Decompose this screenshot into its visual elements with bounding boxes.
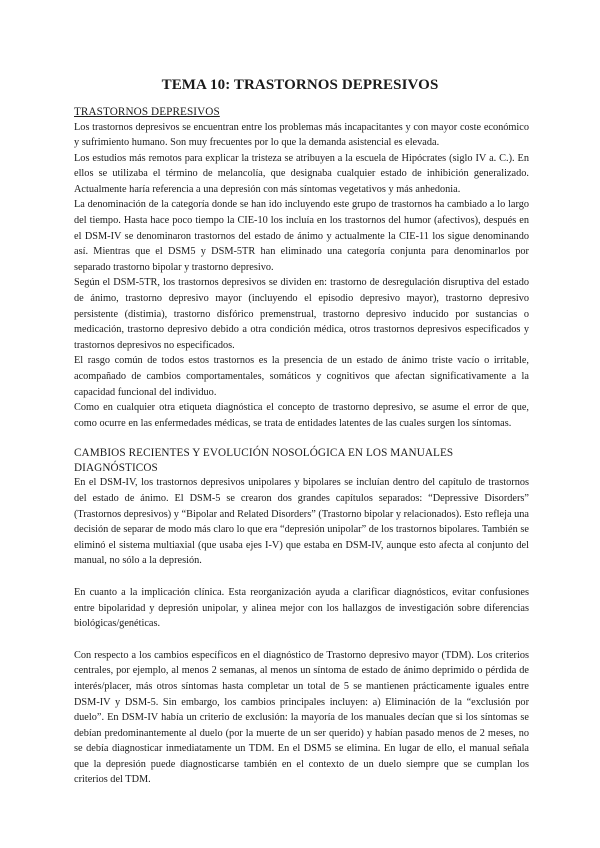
- page-title: TEMA 10: TRASTORNOS DEPRESIVOS: [161, 77, 439, 93]
- section-heading: TRASTORNOS DEPRESIVOS: [74, 106, 220, 118]
- paragraph: El rasgo común de todos estos trastornos es la presencia de un estado de ánimo triste vacío o irritable, acompañado de cambios comportamentales, somáticos y cognitivos que afectan significativamente a la capacidad funcional del individuo.: [74, 355, 529, 398]
- paragraph: La denominación de la categoría donde se han ido incluyendo este grupo de trastornos ha cambiado a lo largo del tiempo. Hasta hace poco tiempo la CIE-10 los incluía en los trastornos del humor (afectivos), después en el DSM-IV se denominaron trastornos del estado de ánimo y actualmente la CIE-11 los sigue denominando así. Mientras que el DSM5 y DSM-5TR han eliminado una categoría conjunta para denominarlos por separado trastorno bipolar y trastorno depresivo.: [74, 199, 529, 273]
- section-cambios-recientes: [74, 446, 529, 788]
- paragraph: En cuanto a la implicación clínica. Esta reorganización ayuda a clarificar diagnósticos, evitar confusiones entre bipolaridad y depresión unipolar, y alinea mejor con los hallazgos de investigación sobre diferencias biológicas/genéticas.: [74, 586, 529, 630]
- paragraph: Como en cualquier otra etiqueta diagnóstica el concepto de trastorno depresivo, se asume el error de que, como ocurre en las enfermedades médicas, se trata de entidades latentes de las cuales surgen los síntomas.: [74, 402, 529, 429]
- paragraph: Según el DSM-5TR, los trastornos depresivos se dividen en: trastorno de desregulación disruptiva del estado de ánimo, trastorno depresivo mayor (incluyendo el episodio depresivo mayor), trastorno depresivo persistente (distimia), trastorno disfórico premenstrual, trastorno depresivo inducido por sustancias o medicación, trastorno depresivo debido a otra condición médica, otros trastornos depresivos especificados y trastornos depresivos no especificados.: [74, 277, 529, 351]
- paragraph: Con respecto a los cambios específicos en el diagnóstico de Trastorno depresivo mayor (TDM). Los criterios centrales, por ejemplo, al menos 2 semanas, al menos un síntoma de estado de ánimo deprimido o pérdida de interés/placer, más otros síntomas hasta completar un total de 5 se mantienen prácticamente iguales entre DSM-IV y DSM-5. Sin embargo, los cambios principales incluyen: a) Eliminación de la “exclusión por duelo”. En DSM-IV había un criterio de exclusión: la mayoría de los manuales decían que si los síntomas se debían predominantemente al duelo (por la muerte de un ser querido) y habían pasado menos de 2 meses, no se debía diagnosticar inmediatamente un TDM. En el DSM5 se elimina. En lugar de ello, el manual señala que la depresión puede diagnosticarse también en el contexto de un duelo siempre que se cumplan los criterios del TDM.: [74, 649, 529, 786]
- paragraph: En el DSM-IV, los trastornos depresivos unipolares y bipolares se incluían dentro del capítulo de trastornos del estado de ánimo. El DSM-5 se crearon dos grandes capítulos separados: “Depressive Disorders” (Trastornos depresivos) y “Bipolar and Related Disorders” (Trastorno bipolar y relacionados). Esto refleja una decisión de separar de modo más claro lo que era “depresión unipolar” de los trastornos bipolares. También se eliminó el sistema multiaxial (que usaba ejes I-V) que estaba en DSM-IV, aunque esto afecta al conjunto del manual, no sólo a la depresión.: [74, 477, 529, 567]
- document-body: [74, 105, 529, 788]
- section-heading: CAMBIOS RECIENTES Y EVOLUCIÓN NOSOLÓGICA EN LOS MANUALES DIAGNÓSTICOS: [74, 447, 454, 474]
- section-trastornos-depresivos: [74, 105, 529, 431]
- paragraph: Los estudios más remotos para explicar la tristeza se atribuyen a la escuela de Hipócrates (siglo IV a. C.). En ellos se utilizaba el término de melancolía, que designaba cualquier estado de inhibición generalizado. Actualmente haría referencia a una depresión con más síntomas vegetativos y más anhedonia.: [74, 152, 529, 195]
- paragraph: Los trastornos depresivos se encuentran entre los problemas más incapacitantes y con mayor coste económico y sufrimiento humano. Son muy frecuentes por lo que la demanda asistencial es elevada.: [74, 121, 529, 149]
